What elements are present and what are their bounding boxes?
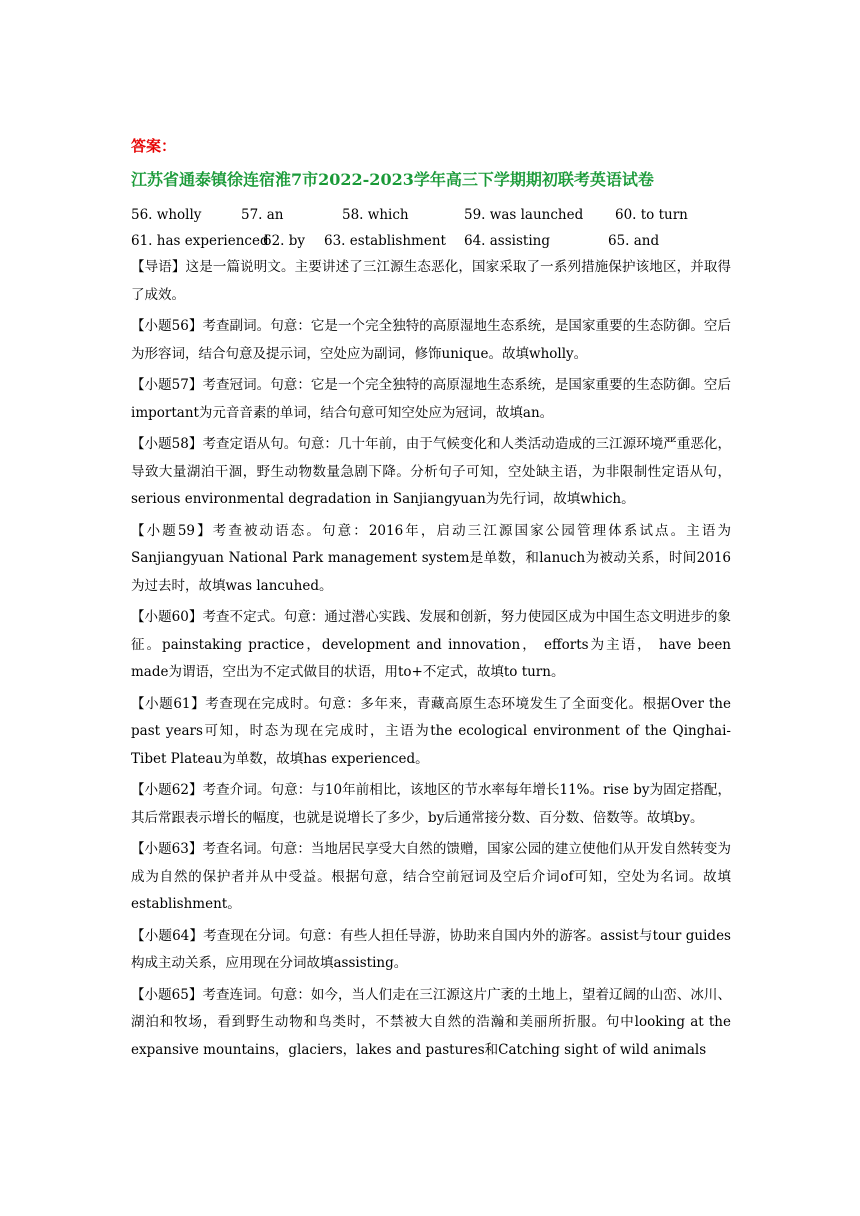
answers-row-2 (131, 228, 731, 254)
answer-65: 65. and (608, 233, 660, 249)
explanation-64: 【小题64】考查现在分词。句意：有些人担任导游，协助来自国内外的游客。assist与tour guides构成主动关系，应用现在分词故填assisting。 (131, 927, 731, 971)
answer-62: 62. by (263, 233, 306, 249)
explanation-59: 【小题59】考查被动语态。句意：2016年，启动三江源国家公园管理体系试点。主语为Sanjiangyuan National Park management system是单数，和lanuch为被动关系，时间2016为过去时，故填was lancuhed。 (131, 522, 731, 594)
answer-57: 57. an (241, 207, 284, 223)
answers-row-1 (131, 202, 731, 228)
explanation-62: 【小题62】考查介词。句意：与10年前相比，该地区的节水率每年增长11%。rise by为固定搭配，其后常跟表示增长的幅度，也就是说增长了多少，by后通常接分数、百分数、倍数等。故填by。 (131, 782, 731, 826)
explanation-60: 【小题60】考查不定式。句意：通过潜心实践、发展和创新，努力使园区成为中国生态文明进步的象征。painstaking practice，development and innovation， efforts为主语， have been made为谓语，空出为不定式做目的状语，用to+不定式，故填to turn。 (131, 609, 731, 680)
exam-title: 江苏省通泰镇徐连宿淮7市2022-2023学年高三下学期期初联考英语试卷 (131, 170, 654, 189)
answer-59: 59. was launched (464, 207, 584, 223)
explanation-56: 【小题56】考查副词。句意：它是一个完全独特的高原湿地生态系统，是国家重要的生态防御。空后为形容词，结合句意及提示词，空处应为副词，修饰unique。故填wholly。 (131, 318, 731, 362)
answer-56: 56. wholly (131, 207, 202, 223)
answer-61: 61. has experienced (131, 233, 269, 249)
explanation-63: 【小题63】考查名词。句意：当地居民享受大自然的馈赠，国家公园的建立使他们从开发自然转变为成为自然的保护者并从中受益。根据句意，结合空前冠词及空后介词of可知，空处为名词。故填establishment。 (131, 841, 731, 912)
explanation-57: 【小题57】考查冠词。句意：它是一个完全独特的高原湿地生态系统，是国家重要的生态防御。空后important为元音音素的单词，结合句意可知空处应为冠词，故填an。 (131, 377, 731, 421)
answer-58: 58. which (342, 207, 409, 223)
answer-64: 64. assisting (464, 233, 550, 249)
explanation-65: 【小题65】考查连词。句意：如今，当人们走在三江源这片广袤的土地上，望着辽阔的山峦、冰川、湖泊和牧场，看到野生动物和鸟类时，不禁被大自然的浩瀚和美丽所折服。句中looking at the expansive mountains，glaciers，lakes and pastures和Catching sight of wild animals (131, 986, 731, 1058)
intro-paragraph: 【导语】这是一篇说明文。主要讲述了三江源生态恶化，国家采取了一系列措施保护该地区，并取得了成效。 (131, 259, 731, 303)
explanation-58: 【小题58】考查定语从句。句意：几十年前，由于气候变化和人类活动造成的三江源环境严重恶化，导致大量湖泊干涸，野生动物数量急剧下降。分析句子可知，空处缺主语，为非限制性定语从句，serious environmental degradation in Sanjiangyuan为先行词，故填which。 (131, 436, 731, 507)
answer-63: 63. establishment (324, 233, 446, 249)
answer-60: 60. to turn (615, 207, 688, 223)
answer-label: 答案： (131, 137, 177, 155)
explanation-61: 【小题61】考查现在完成时。句意：多年来，青藏高原生态环境发生了全面变化。根据Over the past years可知，时态为现在完成时，主语为the ecological environment of the Qinghai-Tibet Plateau为单数，故填has experienced。 (131, 695, 731, 767)
document-page (131, 136, 731, 1068)
